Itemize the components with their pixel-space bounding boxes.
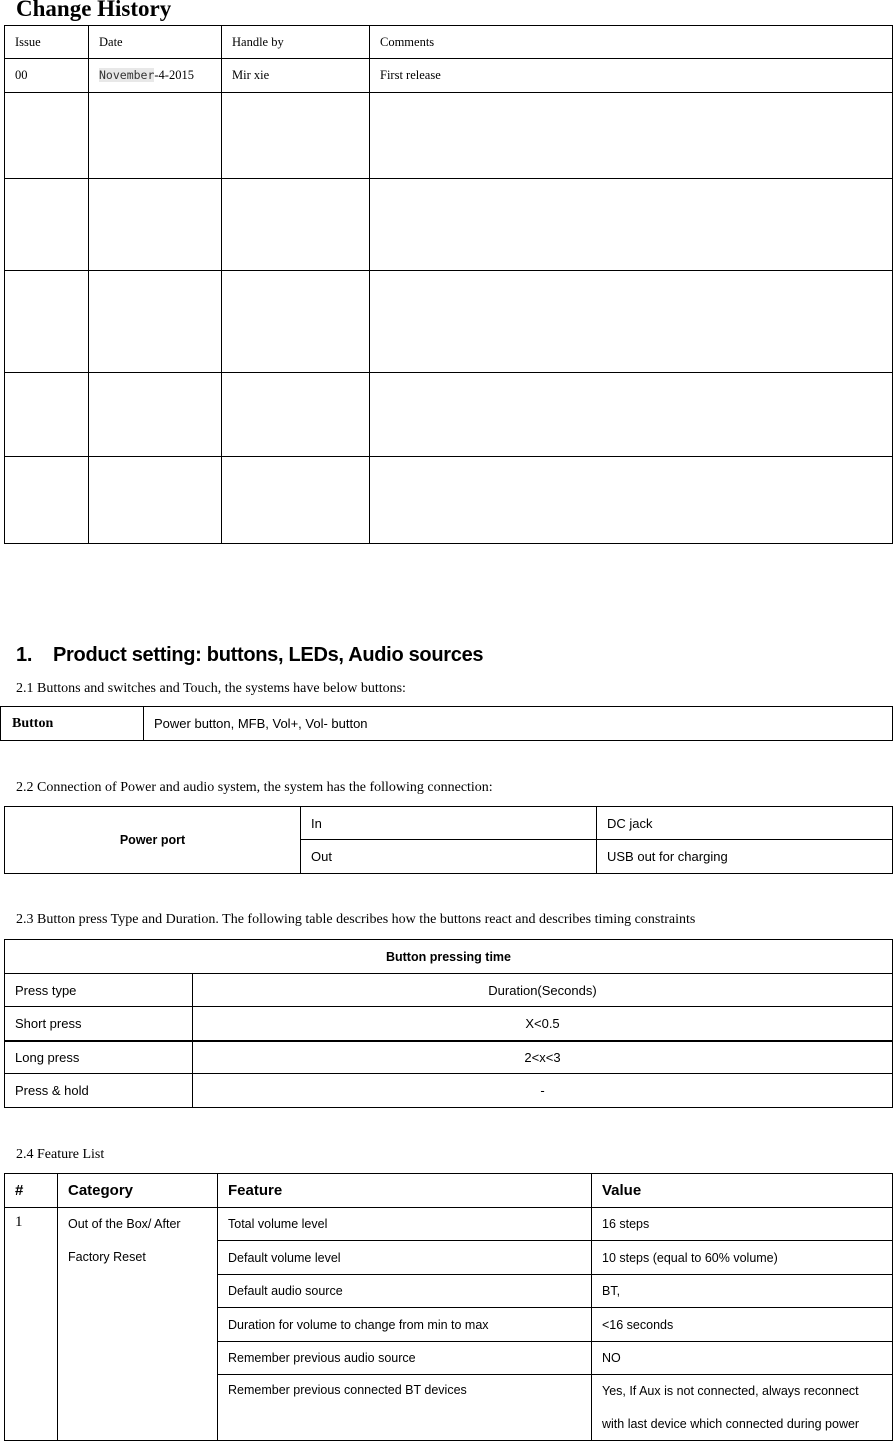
value-line: with last device which connected during power — [602, 1417, 860, 1431]
value-cell: NO — [592, 1342, 893, 1375]
press-type: Long press — [5, 1041, 193, 1074]
table-header-row — [5, 26, 893, 59]
paragraph-2-1: 2.1 Buttons and switches and Touch, the systems have below buttons: — [16, 681, 406, 696]
table-header-row — [5, 974, 893, 1007]
section-number: 1. — [16, 644, 33, 666]
header-press-type: Press type — [5, 974, 193, 1007]
feature-cell: Default audio source — [218, 1275, 592, 1308]
press-duration: - — [193, 1074, 893, 1108]
empty-row — [5, 271, 893, 373]
button-label: Button — [1, 707, 144, 741]
header-number: # — [5, 1174, 58, 1208]
power-desc-in: DC jack — [597, 807, 893, 840]
issue-cell: 00 — [5, 59, 89, 93]
header-feature: Feature — [218, 1174, 592, 1208]
header-date: Date — [89, 26, 222, 59]
table-row — [5, 1007, 893, 1041]
feature-cell: Duration for volume to change from min to max — [218, 1308, 592, 1342]
table-row — [5, 1041, 893, 1074]
table-row — [5, 1208, 893, 1241]
header-category: Category — [58, 1174, 218, 1208]
power-dir-out: Out — [301, 840, 597, 874]
table-caption-row — [5, 940, 893, 974]
buttons-table — [0, 706, 893, 741]
header-comments: Comments — [370, 26, 893, 59]
paragraph-2-3: 2.3 Button press Type and Duration. The following table describes how the buttons react and describes timing constraints — [16, 912, 696, 927]
press-type: Short press — [5, 1007, 193, 1041]
date-cell — [89, 59, 222, 93]
button-value: Power button, MFB, Vol+, Vol- button — [144, 707, 893, 741]
header-issue: Issue — [5, 26, 89, 59]
empty-row — [5, 93, 893, 179]
press-type: Press & hold — [5, 1074, 193, 1108]
header-duration: Duration(Seconds) — [193, 974, 893, 1007]
page-title: Change History — [16, 0, 172, 21]
value-cell: 16 steps — [592, 1208, 893, 1241]
press-duration: 2<x<3 — [193, 1041, 893, 1074]
table-row — [5, 807, 893, 840]
table-row — [1, 707, 893, 741]
comments-cell: First release — [370, 59, 893, 93]
category-line: Factory Reset — [68, 1250, 146, 1264]
empty-row — [5, 373, 893, 457]
value-line: Yes, If Aux is not connected, always reconnect — [602, 1384, 859, 1398]
press-table-caption: Button pressing time — [5, 940, 893, 974]
header-handle-by: Handle by — [222, 26, 370, 59]
button-press-table — [4, 939, 893, 1108]
power-port-table — [4, 806, 893, 874]
feature-list-table — [4, 1173, 893, 1441]
feature-cell: Remember previous connected BT devices — [218, 1375, 592, 1441]
feature-cell: Total volume level — [218, 1208, 592, 1241]
table-row — [5, 59, 893, 93]
feature-cell: Remember previous audio source — [218, 1342, 592, 1375]
value-cell: 10 steps (equal to 60% volume) — [592, 1241, 893, 1275]
power-port-label: Power port — [5, 807, 301, 874]
value-cell: BT, — [592, 1275, 893, 1308]
empty-row — [5, 179, 893, 271]
power-dir-in: In — [301, 807, 597, 840]
press-duration: X<0.5 — [193, 1007, 893, 1041]
paragraph-2-4: 2.4 Feature List — [16, 1147, 105, 1162]
power-desc-out: USB out for charging — [597, 840, 893, 874]
header-value: Value — [592, 1174, 893, 1208]
date-rest: -4-2015 — [154, 68, 194, 82]
change-history-table — [4, 25, 893, 544]
date-month: November — [99, 68, 155, 82]
category-line: Out of the Box/ After — [68, 1217, 181, 1231]
empty-row — [5, 457, 893, 544]
table-row — [5, 1074, 893, 1108]
handled-by-cell: Mir xie — [222, 59, 370, 93]
section-heading — [16, 644, 483, 667]
paragraph-2-2: 2.2 Connection of Power and audio system, the system has the following connection: — [16, 780, 493, 795]
category-cell — [58, 1208, 218, 1441]
value-cell: <16 seconds — [592, 1308, 893, 1342]
section-title: Product setting: buttons, LEDs, Audio sources — [53, 644, 484, 666]
value-cell — [592, 1375, 893, 1441]
feature-cell: Default volume level — [218, 1241, 592, 1275]
group-number: 1 — [5, 1208, 58, 1441]
table-header-row — [5, 1174, 893, 1208]
